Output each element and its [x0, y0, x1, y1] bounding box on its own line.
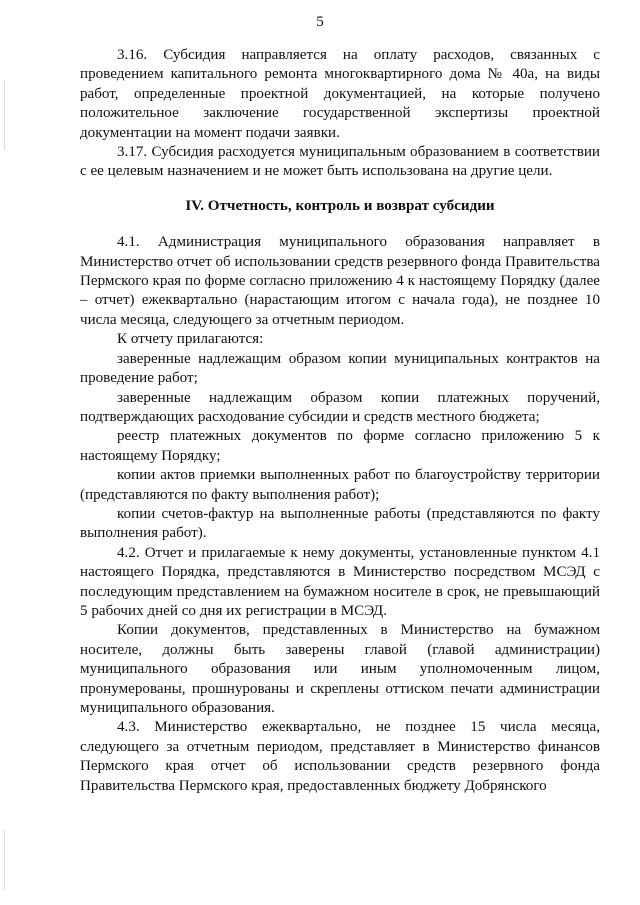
scan-edge-mark [4, 830, 5, 890]
section-heading: IV. Отчетность, контроль и возврат субсидии [185, 197, 495, 214]
page-number: 5 [316, 14, 324, 30]
list-item-invoices: копии счетов-фактур на выполненные работы (представляются по факту выполнения работ). [80, 505, 600, 542]
paragraph-4-1: 4.1. Администрация муниципального образования направляет в Министерство отчет об использовании средств резервного фонда Правительства Пермского края по форме согласно приложению 4 к настоящему Порядку (далее – отчет) ежеквартально (нарастающим итогом с начала года), не позднее 10 числа месяца, следующего за отчетным периодом. [80, 234, 600, 328]
paragraph-4-2: 4.2. Отчет и прилагаемые к нему документы, установленные пунктом 4.1 настоящего Порядка, представляются в Министерство посредством МСЭД с последующим представлением на бумажном носителе в срок, не превышающий 5 рабочих дней со дня их регистрации в МСЭД. [80, 544, 600, 619]
paragraph-3-17: 3.17. Субсидия расходуется муниципальным образованием в соответствии с ее целевым назначением и не может быть использована на другие цели. [80, 144, 600, 180]
paragraph-paper-copies: Копии документов, представленных в Министерство на бумажном носителе, должны быть заверены главой (главой администрации) муниципального образования или иным уполномоченным лицом, пронумерованы, прошнурованы и скреплены оттиском печати администрации муниципального образования. [80, 622, 600, 716]
list-item-payment-orders: заверенные надлежащим образом копии платежных поручений, подтверждающих расходование субсидии и средств местного бюджета; [80, 389, 600, 425]
list-item-payment-register: реестр платежных документов по форме согласно приложению 5 к настоящему Порядку; [80, 428, 600, 464]
scan-edge-mark [4, 80, 5, 150]
paragraph-attachments-intro: К отчету прилагаются: [117, 331, 264, 348]
paragraph-4-3: 4.3. Министерство ежеквартально, не позднее 15 числа месяца, следующего за отчетным периодом, представляет в Министерство финансов Пермского края отчет об использовании средств резервного фонда Правительства Пермского края, предоставленных бюджету Добрянского [80, 719, 600, 794]
list-item-acceptance-acts: копии актов приемки выполненных работ по благоустройству территории (представляются по факту выполнения работ); [80, 467, 600, 503]
document-body [80, 46, 600, 796]
paragraph-3-16: 3.16. Субсидия направляется на оплату расходов, связанных с проведением капитального ремонта многоквартирного дома № 40а, на виды работ, определенные проектной документацией, на которые получено положительное заключение государственной экспертизы проектной документации на момент подачи заявки. [80, 47, 600, 141]
list-item-contracts: заверенные надлежащим образом копии муниципальных контрактов на проведение работ; [80, 350, 600, 387]
